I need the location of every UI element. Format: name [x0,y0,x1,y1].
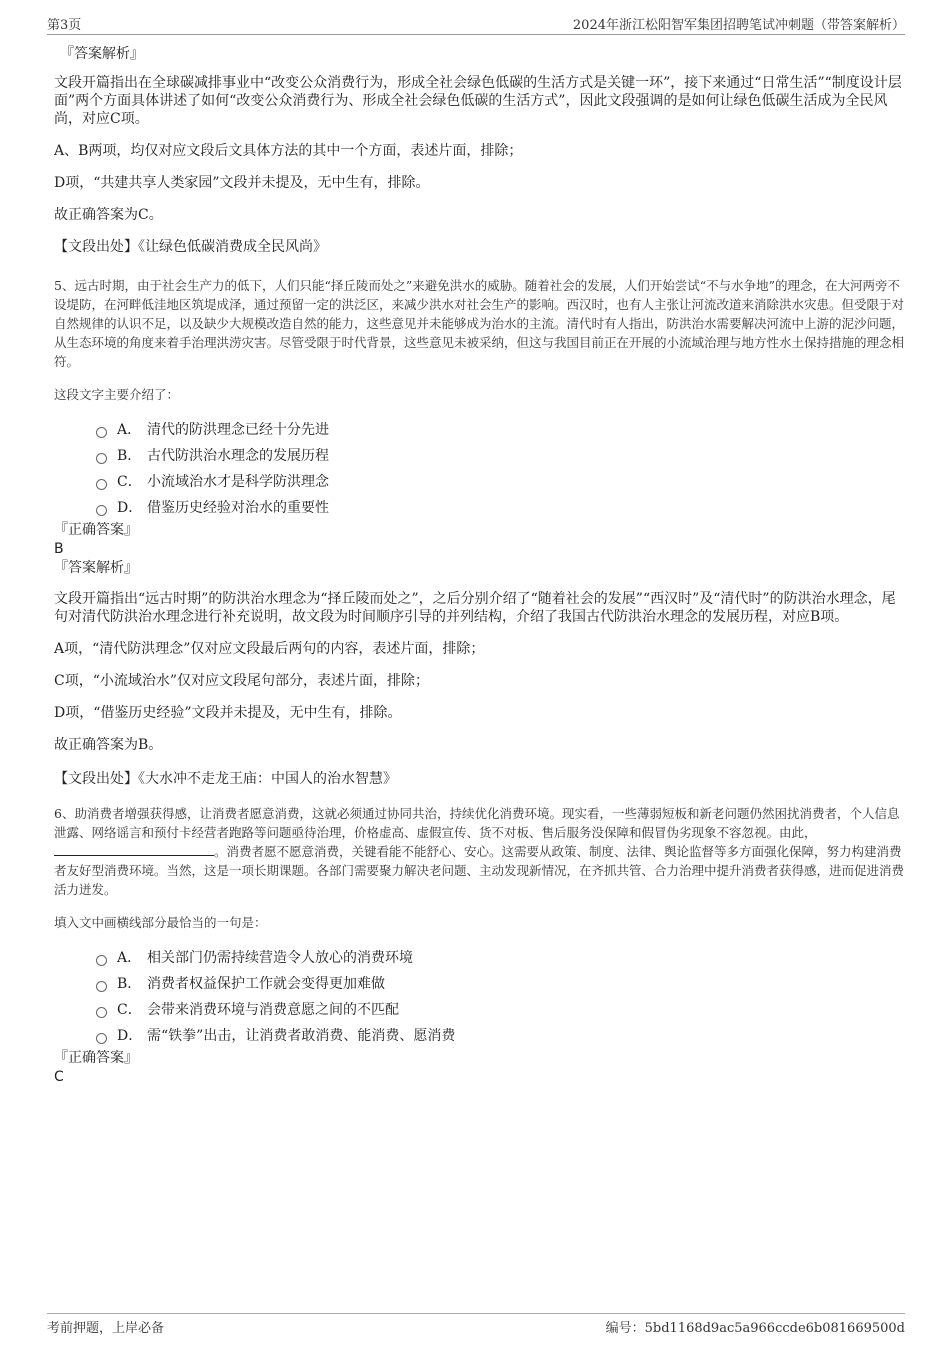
option-c[interactable]: C． 会带来消费环境与消费意愿之间的不匹配 [96,996,904,1022]
document-title: 2024年浙江松阳智军集团招聘笔试冲刺题（带答案解析） [572,18,905,33]
analysis-paragraph: 故正确答案为B。 [54,737,163,753]
question-prompt: 填入文中画横线部分最恰当的一句是： [54,915,267,930]
page-number: 第3页 [47,18,82,33]
document-id: 编号：5bd1168d9ac5a966ccde6b081669500d [605,1321,905,1336]
document-content [54,44,904,1086]
analysis-label: 『答案解析』 [60,46,144,62]
options-list [96,944,904,1048]
radio-button[interactable] [96,479,107,490]
page-footer [47,1313,905,1336]
footer-slogan: 考前押题，上岸必备 [47,1321,165,1336]
fill-blank [54,843,214,856]
question-prompt: 这段文字主要介绍了： [54,387,180,402]
radio-button[interactable] [96,981,107,992]
analysis-label: 『答案解析』 [54,560,138,576]
radio-button[interactable] [96,1033,107,1044]
option-a[interactable]: A． 清代的防洪理念已经十分先进 [96,416,904,442]
radio-button[interactable] [96,1007,107,1018]
option-d[interactable]: D． 借鉴历史经验对治水的重要性 [96,494,904,520]
source-citation: 【文段出处】《让绿色低碳消费成全民风尚》 [54,239,327,255]
options-list [96,416,904,520]
analysis-paragraph: D项，“共建共享人类家园”文段并未提及，无中生有，排除。 [54,175,430,191]
option-d[interactable]: D． 需“铁拳”出击，让消费者敢消费、能消费、愿消费 [96,1022,904,1048]
analysis-paragraph: 故正确答案为C。 [54,207,163,223]
question-stem: 6、助消费者增强获得感，让消费者愿意消费，这就必须通过协同共治，持续优化消费环境。现实看，一些薄弱短板和新老问题仍然困扰消费者，个人信息泄露、网络谣言和预付卡经营者跑路等问题亟待治理，价格虚高、虚假宣传、货不对板、售后服务没保障和假冒伪劣现象不容忽视。由此，。消费者愿不愿意消费，关键看能不能舒心、安心。这需要从政策、制度、法律、舆论监督等多方面强化保障，努力构建消费者友好型消费环境。当然，这是一项长期课题。各部门需要聚力解决老问题、主动发现新情况，在齐抓共管、合力治理中提升消费者获得感，进而促进消费活力迸发。 [54,806,905,897]
radio-button[interactable] [96,453,107,464]
correct-answer-label: 『正确答案』 [54,522,138,538]
analysis-paragraph: A、B两项，均仅对应文段后文具体方法的其中一个方面，表述片面，排除； [54,143,523,159]
analysis-paragraph: C项，“小流域治水”仅对应文段尾句部分，表述片面，排除； [54,673,430,689]
source-citation: 【文段出处】《大水冲不走龙王庙：中国人的治水智慧》 [54,771,397,787]
analysis-paragraph: A项，“清代防洪理念”仅对应文段最后两句的内容，表述片面，排除； [54,641,485,657]
option-b[interactable]: B． 消费者权益保护工作就会变得更加难做 [96,970,904,996]
correct-answer: B [54,541,64,557]
option-c[interactable]: C． 小流域治水才是科学防洪理念 [96,468,904,494]
analysis-paragraph: 文段开篇指出在全球碳减排事业中“改变公众消费行为，形成全社会绿色低碳的生活方式是关键一环”，接下来通过“日常生活”“制度设计层面”两个方面具体讲述了如何“改变公众消费行为、形成全社会绿色低碳的生活方式”，因此文段强调的是如何让绿色低碳生活成为全民风尚，对应C项。 [54,75,902,127]
option-a[interactable]: A． 相关部门仍需持续营造令人放心的消费环境 [96,944,904,970]
option-b[interactable]: B． 古代防洪治水理念的发展历程 [96,442,904,468]
analysis-paragraph: D项，“借鉴历史经验”文段并未提及，无中生有，排除。 [54,705,402,721]
correct-answer: C [54,1069,64,1085]
analysis-paragraph: 文段开篇指出“远古时期”的防洪治水理念为“择丘陵而处之”，之后分别介绍了“随着社会的发展”“西汉时”及“清代时”的防洪治水理念，尾句对清代防洪治水理念进行补充说明，故文段为时间顺序引导的并列结构，介绍了我国古代防洪治水理念的发展历程，对应B项。 [54,591,896,625]
radio-button[interactable] [96,427,107,438]
radio-button[interactable] [96,505,107,516]
radio-button[interactable] [96,955,107,966]
question-stem: 5、远古时期，由于社会生产力的低下，人们只能“择丘陵而处之”来避免洪水的威胁。随着社会的发展，人们开始尝试“不与水争地”的理念，在大河两旁不设堤防，在河畔低洼地区筑堤成泽，通过预留一定的洪泛区，来减少洪水对社会生产的影响。西汉时，也有人主张让河流改道来消除洪水灾患。但受限于对自然规律的认识不足，以及缺少大规模改造自然的能力，这些意见并未能够成为治水的主流。清代时有人指出，防洪治水需要解决河流中上游的泥沙问题，从生态环境的角度来着手治理洪涝灾害。尽管受限于时代背景，这些意见未被采纳，但这与我国目前正在开展的小流域治理与地方性水土保持措施的理念相符。 [54,278,905,369]
correct-answer-label: 『正确答案』 [54,1050,138,1066]
page-header [47,14,905,35]
